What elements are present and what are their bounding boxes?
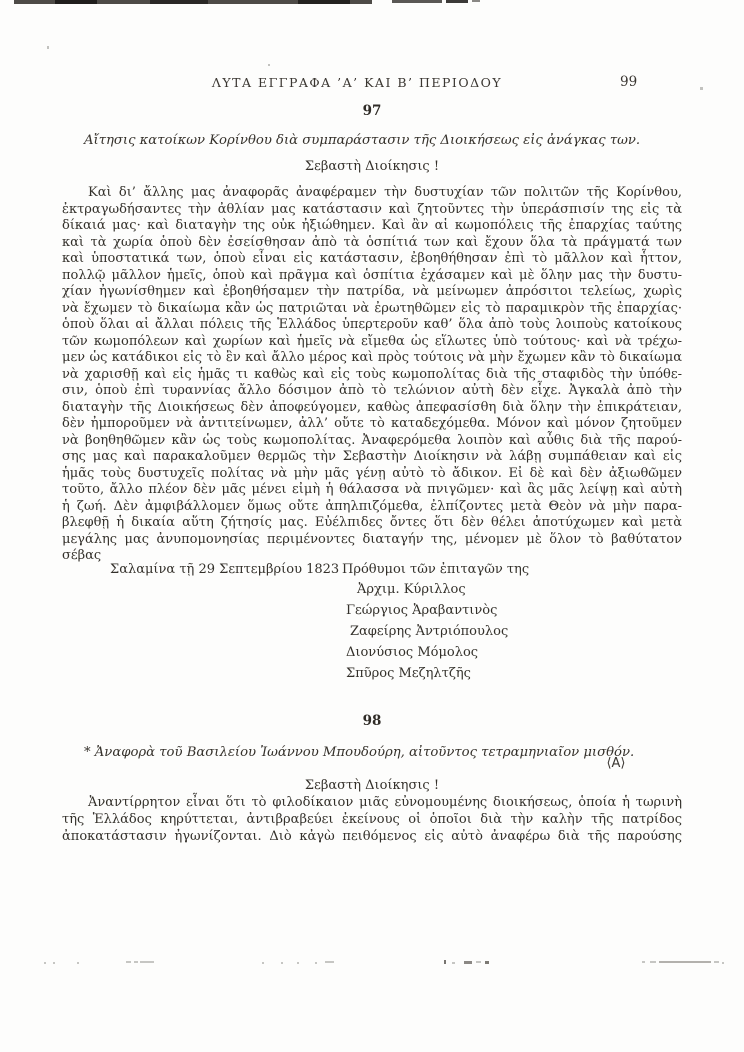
body-line: δὲν ἠμποροῦμεν νὰ ἀντιτείνωμεν, ἀλλ’ οὔτε τὸ καταδεχόμεθα. Μόνον καὶ μόνον ζητοῦμεν — [62, 416, 682, 431]
body-line: διαταγὴν τῆς Διοικήσεως δὲν ἀποφεύγομεν, καθὼς ἀπεφασίσθη διὰ ὅλην τὴν ἐπικράτειαν, — [62, 399, 682, 415]
body-line: βλεφθῇ ἡ δικαία αὕτη ζήτησίς μας. Εὐέλπιδες ὄντες ὅτι δὲν θέλει ἀποτύχωμεν καὶ μετὰ — [62, 515, 682, 530]
torn-edge-segment — [472, 0, 480, 2]
body-line: ὁποὺ ὅλαι αἱ ἄλλαι πόλεις τῆς Ἑλλάδος ὑπερτεροῦν καθ’ ὅλα ἀπὸ τοὺς λοιποὺς κατοίκους — [62, 317, 682, 332]
body-line: μεν ὡς κατάδικοι εἰς τὸ ἓν καὶ ἄλλο μέρος καὶ πρὸς τούτοις νὰ μὴν ἔχωμεν κἂν τὸ δικαίωμα — [62, 350, 682, 365]
signature: Διονύσιος Μόμολος — [346, 645, 479, 660]
document-97-dateline: Σαλαμίνα τῇ 29 Σεπτεμβρίου 1823 — [110, 562, 340, 577]
document-98-salutation: Σεβαστὴ Διοίκησις ! — [304, 778, 440, 793]
body-line: πολλῷ μᾶλλον ἡμεῖς, ὁποὺ καὶ πρᾶγμα καὶ ὁσπίτια ἐχάσαμεν καὶ μὲ ὅλην μας τὴν δυστυ- — [62, 267, 682, 283]
document-97-salutation: Σεβαστὴ Διοίκησις ! — [304, 159, 440, 174]
body-line: νὰ ἔχωμεν τὸ δικαίωμα κἂν ὡς πατριῶται νὰ ἐρωτηθῶμεν εἰς τὸ παραμικρὸν τῆς ἐπαρχίας· — [62, 300, 682, 316]
body-line: Ἀναντίρρητον εἶναι ὅτι τὸ φιλοδίκαιον μιᾶς εὐνομουμένης διοικήσεως, ὁποία ἡ τωρινὴ — [88, 795, 682, 810]
signature: Ζαφείρης Ἀντριόπουλος — [350, 624, 509, 639]
document-97-signatures — [346, 579, 508, 684]
document-97-signoff: Πρόθυμοι τῶν ἐπιταγῶν της — [342, 562, 530, 577]
document-98-version-mark: ⟨Α⟩ — [606, 756, 626, 771]
body-line: νὰ βοηθηθῶμεν κἂν ὡς τοὺς κωμοπολίτας. Ἀναφερόμεθα λοιπὸν καὶ αὖθις διὰ τῆς παρού- — [62, 432, 682, 448]
signature: Σπῦρος Μεζηλτζῆς — [346, 666, 471, 681]
scan-speck — [47, 46, 49, 49]
body-line: χίαν ἠγωνίσθημεν καὶ ἐβοηθήσαμεν τὴν πατρίδα, νὰ μείνωμεν ἀπρόσιτοι τελείως, χωρὶς — [62, 284, 682, 299]
torn-edge-segment — [392, 0, 442, 3]
torn-edge-segment — [298, 0, 350, 4]
body-line: τῶν κωμοπόλεων καὶ χωρίων καὶ ἡμεῖς νὰ εἴμεθα ὡς εἵλωτες ὑπὸ τούτους· καὶ νὰ τρέχω- — [62, 333, 682, 349]
body-line: τοῦτο, ἄλλο πλέον δὲν μᾶς μένει εἰμὴ ἡ θάλασσα νὰ πνιγῶμεν· καὶ ἂς μᾶς λείψῃ καὶ αὐτὴ — [62, 482, 682, 497]
body-line: ἡ ζωή. Δὲν ἀμφιβάλλομεν ὅμως οὔτε ἀπηλπιζόμεθα, ἐλπίζοντες μετὰ Θεὸν νὰ μὴν παρα- — [62, 498, 682, 514]
torn-edge-segment — [55, 0, 97, 4]
body-line: σέβας — [62, 548, 102, 563]
document-98-number: 98 — [362, 713, 382, 729]
page-number: 99 — [620, 74, 638, 90]
document-97-number: 97 — [362, 103, 382, 119]
body-line: δίκαιά μας· καὶ διαταγὴν της οὐκ ἠξιώθημεν. Καὶ ἂν αἱ κωμοπόλεις τῆς ἐπαρχίας ταύτης — [62, 218, 682, 233]
body-line: ἡμᾶς τοὺς δυστυχεῖς πολίτας νὰ μὴν μᾶς γένῃ αὐτὸ τὸ ἄδικον. Εἰ δὲ καὶ δὲν ἀξιωθῶμεν — [62, 465, 682, 481]
scan-speck — [268, 64, 270, 66]
body-line: καὶ τὰ χωρία ὁποὺ δὲν ἐσείσθησαν ἀπὸ τὰ ὁσπίτιά των καὶ ἔχουν ὅλα τὰ πράγματά των — [62, 234, 682, 250]
body-line: σης μας καὶ παρακαλοῦμεν θερμῶς τὴν Σεβαστὴν Διοίκησιν νὰ λάβῃ συμπάθειαν καὶ εἰς — [62, 449, 682, 464]
document-97-body — [62, 185, 682, 565]
scan-speck — [700, 87, 703, 90]
body-line: τῆς Ἑλλάδος κηρύττεται, ἀντιβραβεύει ἐκείνους οἱ ὁποῖοι διὰ τὴν καλὴν τῆς πατρίδος — [62, 811, 682, 827]
document-97-title: Αἴτησις κατοίκων Κορίνθου διὰ συμπαράστασιν τῆς Διοικήσεως εἰς ἀνάγκας των. — [84, 133, 641, 148]
running-header: ΛΥΤΑ ΕΓΓΡΑΦΑ ’Α’ ΚΑΙ Β’ ΠΕΡΙΟΔΟΥ — [211, 75, 503, 90]
body-line: ἀποκατάστασιν ἠγωνίζονται. Διὸ κἀγὼ πειθόμενος εἰς αὐτὸ ἀναφέρω διὰ τῆς παρούσης — [62, 828, 682, 844]
body-line: καὶ ὑποστατικά των, ὁποὺ εἶναι εἰς κατάστασιν, ἐβοηθήθησαν ἐπὶ τὸ μᾶλλον καὶ ἧττον, — [62, 251, 682, 266]
document-98-title: * Ἀναφορὰ τοῦ Βασιλείου Ἰωάννου Μπουδούρη, αἰτοῦντος τετραμηνιαῖον μισθόν. — [84, 745, 635, 760]
torn-edge-segment — [446, 0, 468, 3]
torn-edge-segment — [150, 0, 208, 4]
body-line: Καὶ δι’ ἄλλης μας ἀναφορᾶς ἀναφέραμεν τὴν δυστυχίαν τῶν πολιτῶν τῆς Κορίνθου, — [88, 185, 682, 200]
body-line: μεγάλης μας ἀνυπομονησίας περιμένοντες διαταγήν της, μένομεν μὲ ὅλον τὸ βαθύτατον — [62, 531, 682, 547]
body-line: ἐκτραγωδήσαντες τὴν ἀθλίαν μας κατάστασιν καὶ ζητοῦντες τὴν ὑπεράσπισίν της εἰς τὰ — [62, 201, 682, 217]
body-line: νὰ χαρισθῇ καὶ εἰς ἡμᾶς τι καθὼς καὶ εἰς τοὺς κωμοπολίτας διὰ τῆς σταφιδὸς τὴν ὑπόθε- — [62, 366, 682, 382]
signature: Ἀρχιμ. Κύριλλος — [357, 582, 466, 597]
body-line: σιν, ὁποὺ ἐπὶ τυραννίας ἄλλο δόσιμον ἀπὸ τὸ τελώνιον αὐτὴ δὲν εἶχε. Ἀγκαλὰ ἀπὸ τὴν — [62, 383, 682, 398]
document-98-body — [62, 795, 682, 845]
signature: Γεώργιος Ἀραβαντινὸς — [346, 603, 498, 618]
